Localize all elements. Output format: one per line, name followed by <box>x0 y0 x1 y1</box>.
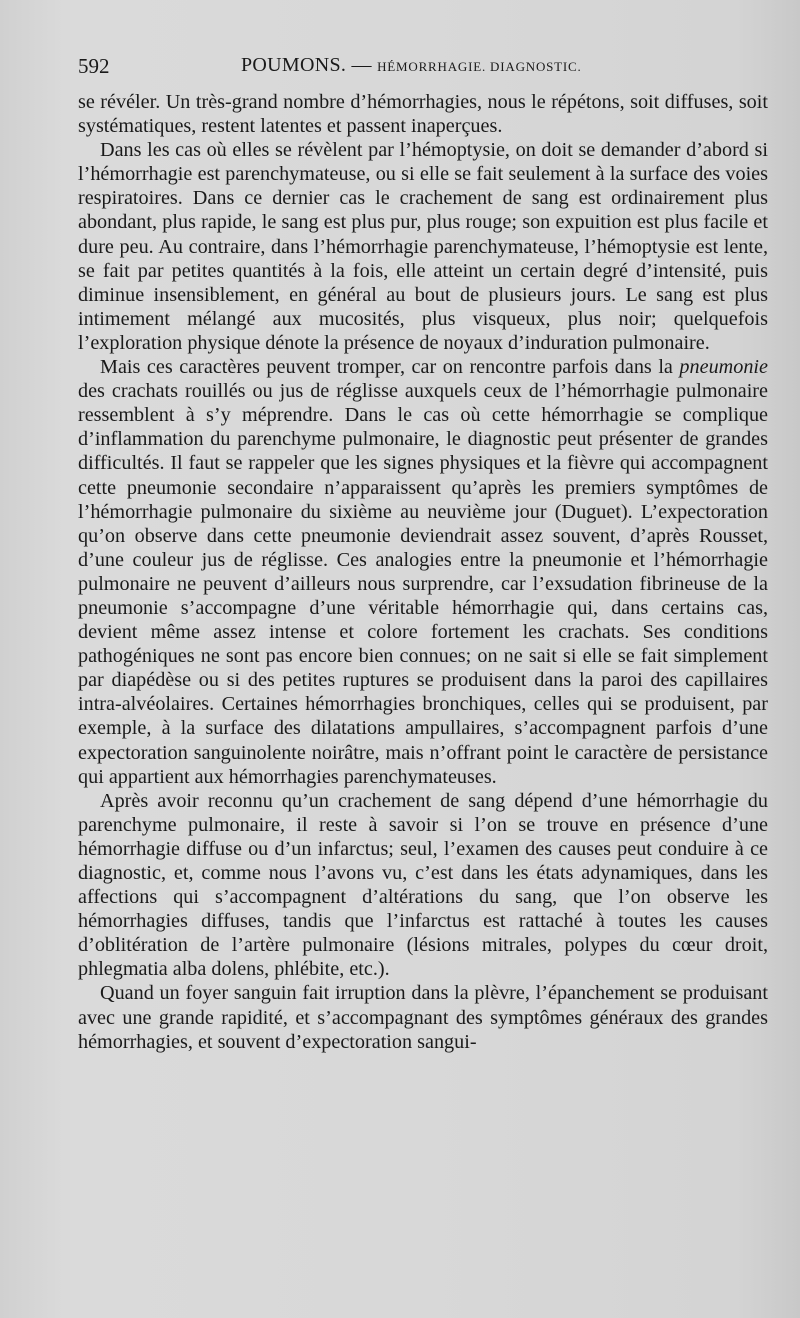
paragraph-pneumonia-rest: des crachats rouillés ou jus de réglisse auxquels ceux de l’hémorrhagie pulmonaire ressemblent à s’y méprendre. Dans le cas où cette hémorrhagie se complique d’inflammation du parenchyme pulmonaire, le diagnostic peut présenter de grandes difficultés. Il faut se rappeler que les signes physiques et la fièvre qui accompagnent cette pneumonie secondaire n’apparaissent qu’après les premiers symptômes de l’hémorrhagie pulmonaire du sixième au neuvième jour (Duguet). L’expectoration qu’on observe dans cette pneumonie deviendrait assez souvent, d’après Rousset, d’une couleur jus de réglisse. Ces analogies entre la pneumonie et l’hémorrhagie pulmonaire ne peuvent d’ailleurs nous surprendre, car l’exsudation fibrineuse de la pneumonie s’accompagne d’une véritable hémorrhagie qui, dans certains cas, devient même assez intense et colore fortement les crachats. Ses conditions pathogéniques ne sont pas encore bien connues; on ne sait si elle se fait simplement par diapédèse ou si des petites ruptures se produisent dans la paroi des capillaires intra-alvéolaires. Certaines hémorrhagies bronchiques, celles qui se produisent, par exemple, à la surface des dilatations ampullaires, s’accompagnent parfois d’une expectoration sanguinolente noirâtre, mais n’offrant point le caractère de persistance qui appartient aux hémorrhagies parenchymateuses. <box>78 380 768 788</box>
running-title-dash: — <box>346 54 378 76</box>
paragraph-continued: se révéler. Un très-grand nombre d’hémorrhagies, nous le répétons, soit diffuses, soit systématiques, restent latentes et passent inaperçues. <box>78 91 768 138</box>
running-title <box>241 54 582 77</box>
running-title-sub: HÉMORRHAGIE. DIAGNOSTIC. <box>377 59 582 74</box>
running-title-main: POUMONS. <box>241 54 347 76</box>
running-header <box>78 54 768 84</box>
italic-term-pneumonie: pneumonie <box>679 356 768 379</box>
body-text <box>78 90 768 1054</box>
paragraph-infarctus: Après avoir reconnu qu’un crachement de sang dépend d’une hémorrhagie du parenchyme pulmonaire, il reste à savoir si l’on se trouve en présence d’une hémorrhagie diffuse ou d’un infarctus; seul, l’examen des causes peut conduire à ce diagnostic, et, comme nous l’avons vu, c’est dans les états adynamiques, dans les affections qui s’accompagnent d’altérations du sang, que l’on observe les hémorrhagies diffuses, tandis que l’infarctus est rattaché à toutes les causes d’oblitération de l’artère pulmonaire (lésions mitrales, polypes du cœur droit, phlegmatia alba dolens, phlébite, etc.). <box>78 789 768 981</box>
paragraph-hemoptysis: Dans les cas où elles se révèlent par l’hémoptysie, on doit se demander d’abord si l’hémorrhagie est parenchymateuse, ou si elle se fait seulement à la surface des voies respiratoires. Dans ce dernier cas le crachement de sang est ordinairement plus abondant, plus rapide, le sang est plus pur, plus rouge; son expuition est plus facile et dure peu. Au contraire, dans l’hémorrhagie parenchymateuse, l’hémoptysie est lente, se fait par petites quantités à la fois, elle atteint un certain degré d’intensité, puis diminue insensiblement, en général au bout de plusieurs jours. Le sang est plus intimement mélangé aux mucosités, plus visqueux, plus noir; quelquefois l’exploration physique dénote la présence de noyaux d’induration pulmonaire. <box>78 139 768 354</box>
paragraph-pneumonia <box>78 355 768 789</box>
paragraph-pleura: Quand un foyer sanguin fait irruption dans la plèvre, l’épanchement se produisant avec une grande rapidité, et s’accompagnant des symptômes généraux des grandes hémorrhagies, et souvent d’expectoration sangui- <box>78 982 768 1053</box>
page-number: 592 <box>78 54 110 78</box>
paragraph-pneumonia-start: Mais ces caractères peuvent tromper, car on rencontre parfois dans la <box>100 356 680 379</box>
